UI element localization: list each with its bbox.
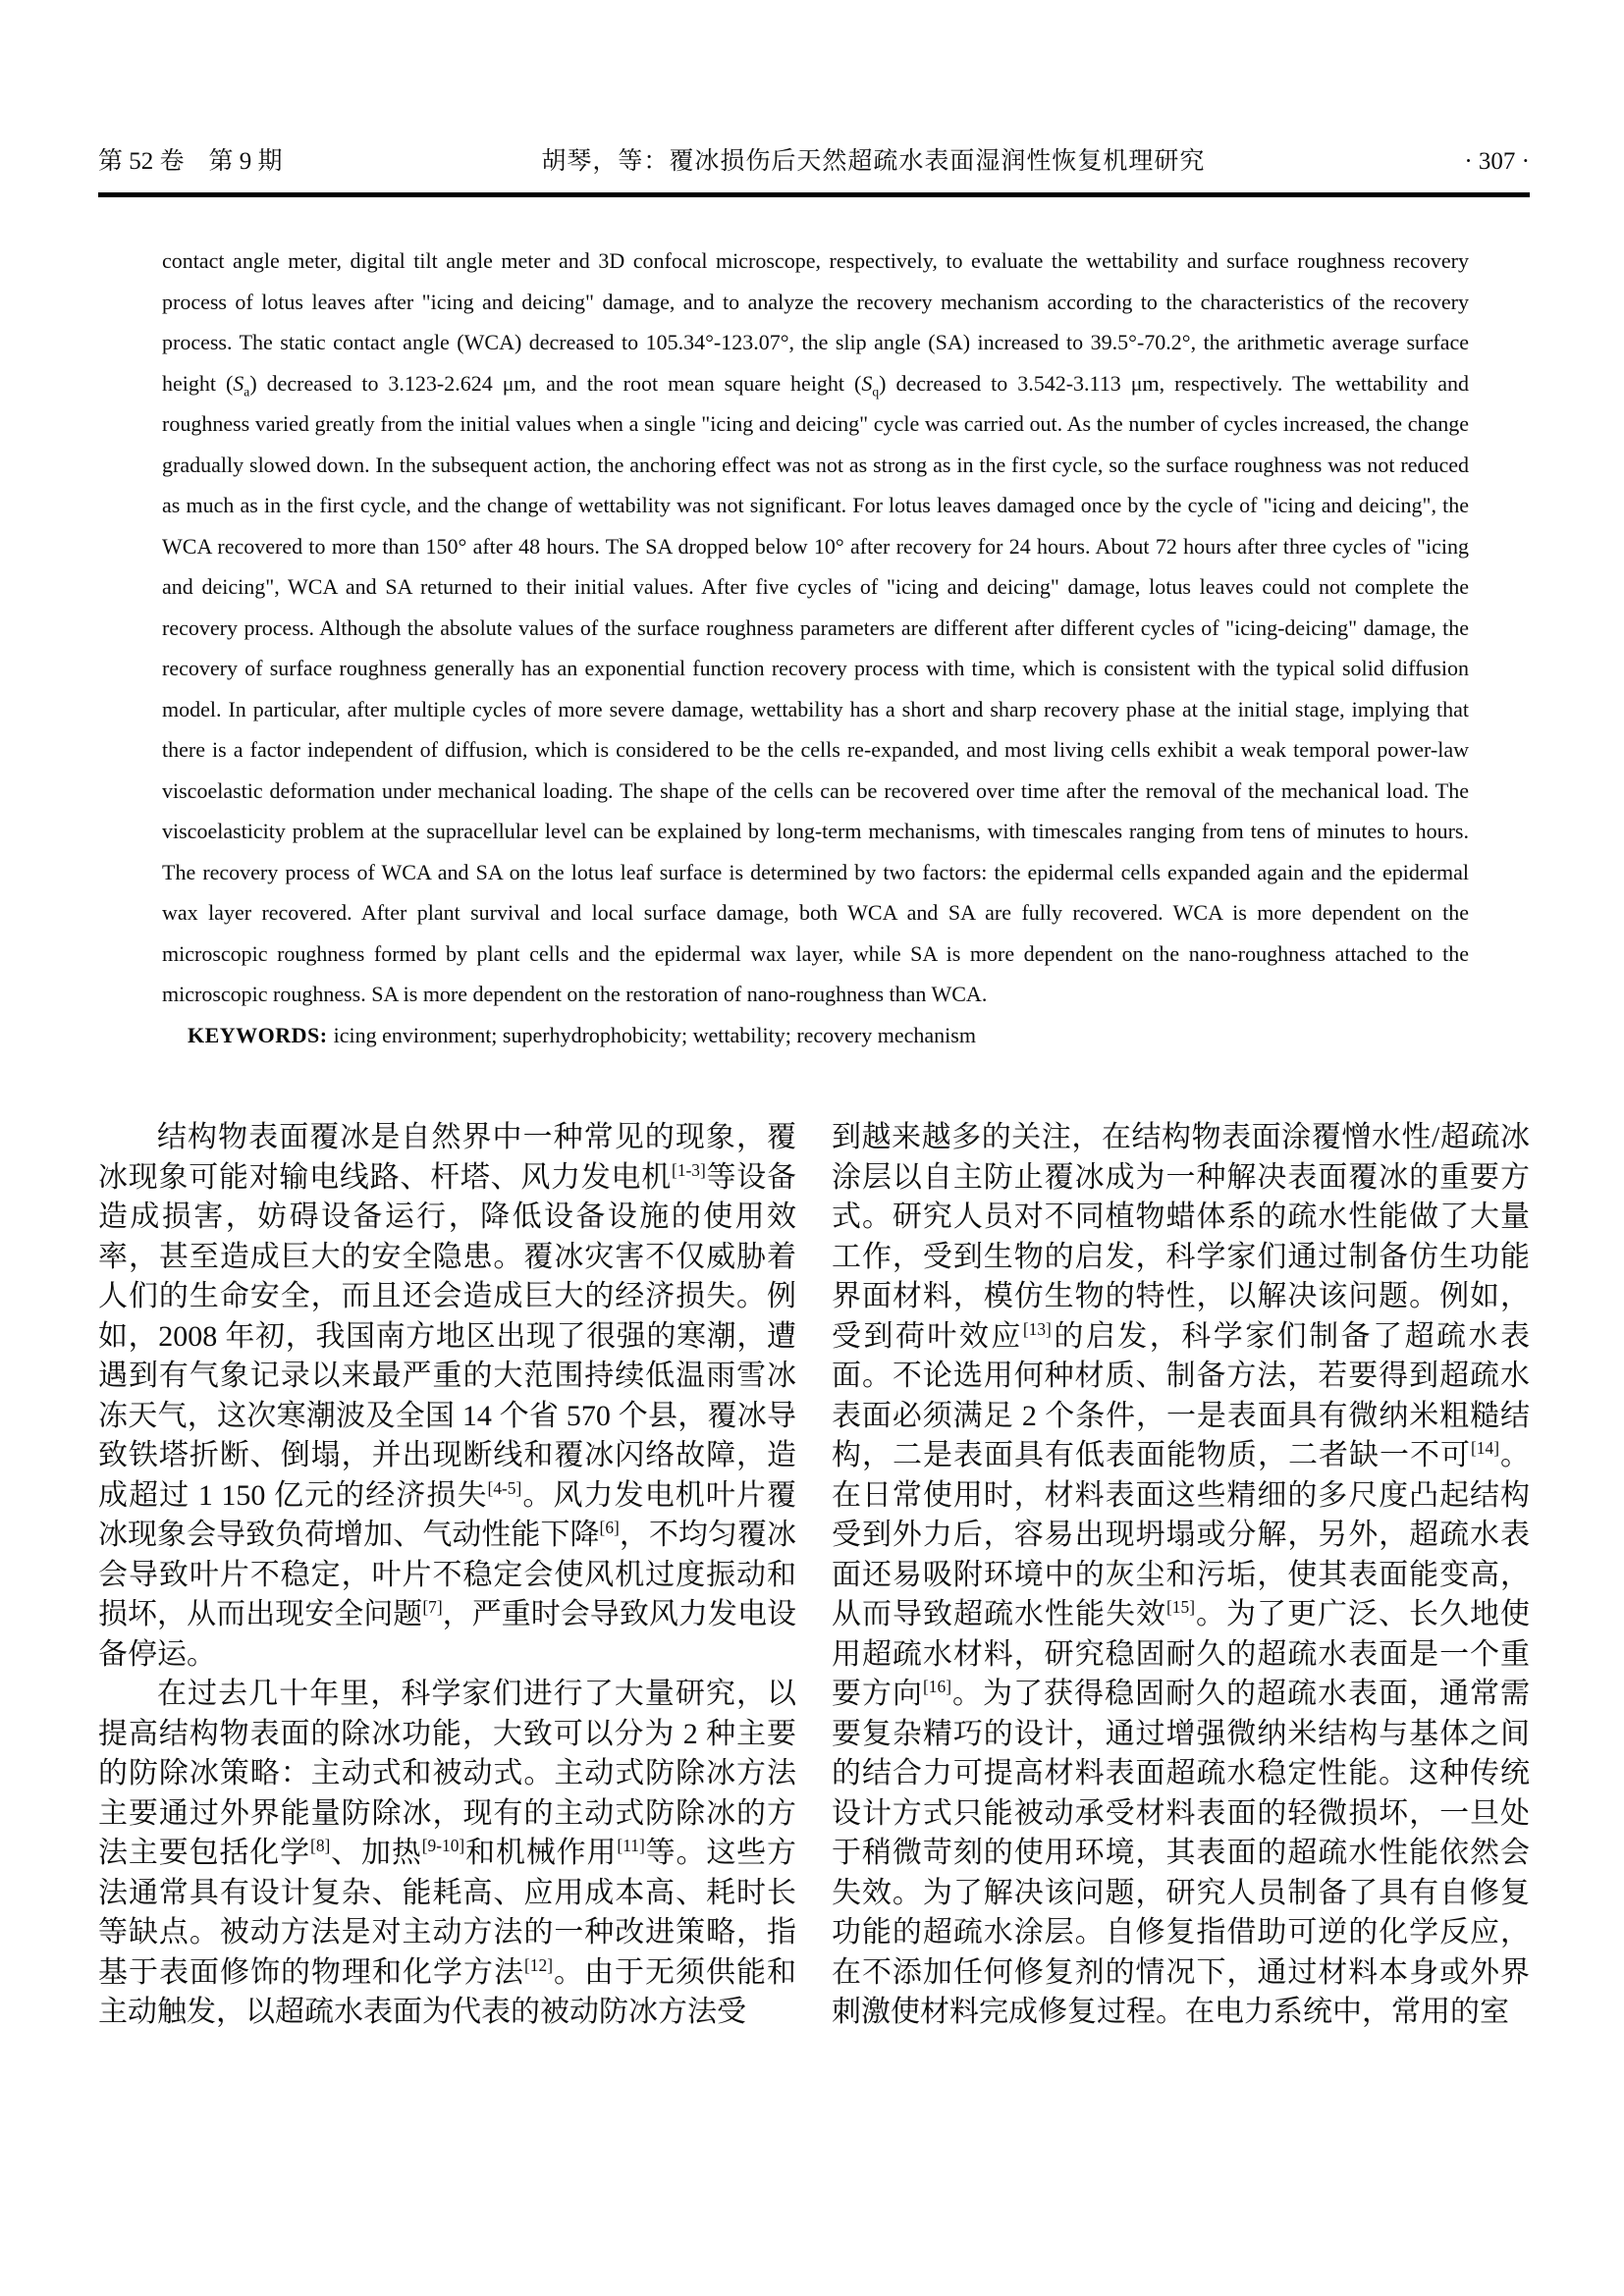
text-segment: 和机械作用	[464, 1837, 618, 1869]
text-segment: 。在日常使用时，材料表面这些精细的多尺度凸起结构受到外力后，容易出现坍塌或分解，另外，超疏水表面还易吸附环境中的灰尘和污垢，使其表面能变高，从而导致超疏水性能失效	[832, 1439, 1531, 1630]
abstract-paragraph	[162, 240, 1469, 1015]
text-segment: ，严重时会导致风力发电设备停运。	[98, 1598, 796, 1671]
citation-ref: [8]	[310, 1836, 331, 1855]
citation-ref: [16]	[923, 1677, 951, 1696]
text-segment: 结构物表面覆冰是自然界中一种常见的现象，覆冰现象可能对输电线路、杆塔、风力发电机	[98, 1121, 796, 1194]
right-column	[832, 1118, 1530, 2033]
text-segment: 。由于无须供能和主动触发，以超疏水表面为代表的被动防冰方法受	[98, 1955, 797, 2028]
citation-ref: [6]	[599, 1518, 620, 1537]
text-segment: S	[861, 370, 873, 396]
text-segment: 。为了更广泛、长久地使用超疏水材料，研究稳固耐久的超疏水表面是一个重要方向	[832, 1598, 1531, 1710]
citation-ref: [9-10]	[421, 1836, 465, 1855]
text-segment: 在过去几十年里，科学家们进行了大量研究，以提高结构物表面的除冰功能，大致可以分为 2 种主要的防除冰策略：主动式和被动式。主动式防除冰方法主要通过外界能量防除冰，现有的主动式防除冰的方法主要包括化学	[98, 1678, 796, 1869]
citation-ref: [15]	[1166, 1597, 1195, 1617]
citation-ref: [14]	[1471, 1438, 1499, 1458]
text-segment: ，不均匀覆冰会导致叶片不稳定，叶片不稳定会使风机过度振动和损坏，从而出现安全问题	[98, 1519, 796, 1630]
text-segment: ) decreased to 3.123-2.624 μm, and the root mean square height (	[249, 370, 862, 396]
text-segment: contact angle meter, digital tilt angle meter and 3D confocal microscope, respectively, to evaluate the wettability and surface roughness recovery process of lotus leaves after "icing and deicing" damage, and to analyze the recovery mechanism according to the characteristics of the recovery process. The static contact angle (WCA) decreased to 105.34°-123.07°, the slip angle (SA) increased to 39.5°-70.2°, the arithmetic average surface height (	[162, 248, 1469, 396]
citation-ref: [12]	[524, 1954, 553, 1975]
text-segment: S	[233, 370, 244, 396]
body-paragraph	[98, 1675, 796, 2033]
keywords-label: KEYWORDS:	[188, 1022, 334, 1047]
citation-ref: [1-3]	[672, 1159, 706, 1180]
header-rule	[98, 192, 1530, 197]
text-segment: ) decreased to 3.542-3.113 μm, respectively. The wettability and roughness varied greatly from the initial values when a single "icing and deicing" cycle was carried out. As the number of cycles increased, the change gradually slowed down. In the subsequent action, the anchoring effect was not as strong as in the first cycle, so the surface roughness was not reduced as much as in the first cycle, and the change of wettability was not significant. For lotus leaves damaged once by the cycle of "icing and deicing", the WCA recovered to more than 150° after 48 hours. The SA dropped below 10° after recovery for 24 hours. About 72 hours after three cycles of "icing and deicing", WCA and SA returned to their initial values. After five cycles of "icing and deicing" damage, lotus leaves could not complete the recovery process. Although the absolute values of the surface roughness parameters are different after different cycles of "icing-deicing" damage, the recovery of surface roughness generally has an exponential function recovery process with time, which is consistent with the typical solid diffusion model. In particular, after multiple cycles of more severe damage, wettability has a short and sharp recovery phase at the initial stage, implying that there is a factor independent of diffusion, which is considered to be the cells re-expanded, and most living cells exhibit a weak temporal power-law viscoelastic deformation under mechanical loading. The shape of the cells can be recovered over time after the removal of the mechanical load. The viscoelasticity problem at the supracellular level can be explained by long-term mechanisms, with timescales ranging from tens of minutes to hours. The recovery process of WCA and SA on the lotus leaf surface is determined by two factors: the epidermal cells expanded again and the epidermal wax layer recovered. After plant survival and local surface damage, both WCA and SA are fully recovered. WCA is more dependent on the microscopic roughness formed by plant cells and the epidermal wax layer, while SA is more dependent on the nano-roughness attached to the microscopic roughness. SA is more dependent on the restoration of nano-roughness than WCA.	[162, 370, 1469, 1006]
body-columns	[98, 1118, 1530, 2033]
keywords-text: icing environment; superhydrophobicity; wettability; recovery mechanism	[333, 1022, 976, 1047]
keywords-line	[162, 1015, 1469, 1056]
citation-ref: [11]	[617, 1836, 645, 1855]
text-segment: 。为了获得稳固耐久的超疏水表面，通常需要复杂精巧的设计，通过增强微纳米结构与基体之间的结合力可提高材料表面超疏水稳定性能。这种传统设计方式只能被动承受材料表面的轻微损坏，一旦处于稍微苛刻的使用环境，其表面的超疏水性能依然会失效。为了解决该问题，研究人员制备了具有自修复功能的超疏水涂层。自修复指借助可逆的化学反应，在不添加任何修复剂的情况下，通过材料本身或外界刺激使材料完成修复过程。在电力系统中，常用的室	[832, 1678, 1531, 2028]
running-title: 胡琴，等：覆冰损伤后天然超疏水表面湿润性恢复机理研究	[541, 148, 1206, 175]
citation-ref: [4-5]	[487, 1477, 522, 1498]
text-segment: 等。这些方法通常具有设计复杂、能耗高、应用成本高、耗时长等缺点。被动方法是对主动方法的一种改进策略，指基于表面修饰的物理和化学方法	[98, 1837, 797, 1989]
body-paragraph	[98, 1118, 796, 1675]
text-segment: q	[872, 383, 880, 399]
text-segment: 。风力发电机叶片覆冰现象会导致负荷增加、气动性能下降	[98, 1478, 797, 1551]
citation-ref: [7]	[422, 1597, 443, 1617]
body-paragraph	[832, 1118, 1530, 2033]
volume-issue: 第 52 卷 第 9 期	[98, 148, 283, 175]
page-header	[98, 147, 1530, 177]
text-segment: 等设备造成损害，妨碍设备运行，降低设备设施的使用效率，甚至造成巨大的安全隐患。覆冰灾害不仅威胁着人们的生命安全，而且还会造成巨大的经济损失。例如，2008 年初，我国南方地区出现了很强的寒潮，遭遇到有气象记录以来最严重的大范围持续低温雨雪冰冻天气，这次寒潮波及全国 14 个省 570 个县，覆冰导致铁塔折断、倒塌，并出现断线和覆冰闪络故障，造成超过 1 150 亿元的经济损失	[98, 1160, 797, 1512]
text-segment: a	[244, 383, 250, 399]
text-segment: 到越来越多的关注，在结构物表面涂覆憎水性/超疏冰涂层以自主防止覆冰成为一种解决表面覆冰的重要方式。研究人员对不同植物蜡体系的疏水性能做了大量工作，受到生物的启发，科学家们通过制备仿生功能界面材料，模仿生物的特性，以解决该问题。例如，受到荷叶效应	[832, 1121, 1530, 1353]
citation-ref: [13]	[1022, 1318, 1052, 1339]
abstract-section	[162, 240, 1469, 1055]
text-segment: 、加热	[330, 1837, 422, 1869]
text-segment: 的启发，科学家们制备了超疏水表面。不论选用何种材质、制备方法，若要得到超疏水表面必须满足 2 个条件，一是表面具有微纳米粗糙结构，二是表面具有低表面能物质，二者缺一不可	[832, 1319, 1531, 1471]
page-number: · 307 ·	[1464, 148, 1530, 175]
left-column	[98, 1118, 796, 2033]
